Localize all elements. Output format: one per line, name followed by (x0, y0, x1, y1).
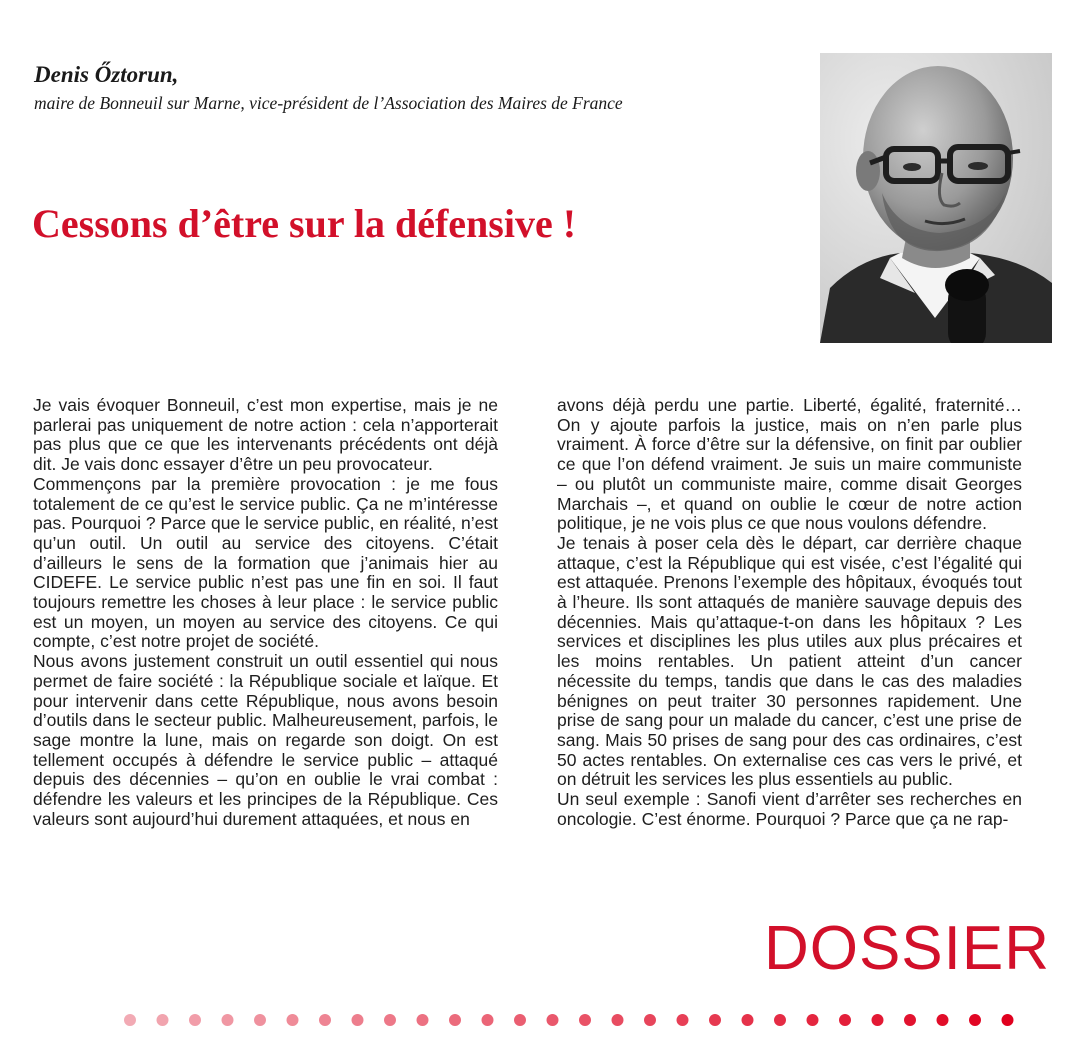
portrait-illustration (820, 53, 1052, 343)
body-paragraph: Je vais évoquer Bonneuil, c’est mon expertise, mais je ne parlerai pas uniquement de notre action : cela n’apporterait pas plus que ce que les intervenants précédents ont déjà dit. Je vais donc essayer d’être un peu provocateur. (33, 395, 498, 475)
decorative-dot (449, 1014, 461, 1026)
decorative-dot (254, 1014, 266, 1026)
author-portrait-photo (820, 53, 1052, 343)
decorative-dot (287, 1014, 299, 1026)
author-name: Denis Őztorun, (34, 62, 179, 87)
decorative-dot (807, 1014, 819, 1026)
decorative-dot (969, 1014, 981, 1026)
decorative-dot (222, 1014, 234, 1026)
decorative-dot (872, 1014, 884, 1026)
body-paragraph: Je tenais à poser cela dès le départ, car derrière chaque attaque, c’est la République qui est visée, c’est l’égalité qui est attaquée. Prenons l’exemple des hôpitaux, évoqués tout à l’heure. Ils sont attaqués de manière sauvage depuis des décennies. Mais qu’attaque-t-on dans les hôpitaux ? Les services et disciplines les plus utiles aux plus précaires et les moins rentables. Un patient atteint d’un cancer nécessite du temps, tandis que dans le cas des maladies bénignes on peut traiter 30 personnes rapidement. Une prise de sang pour un malade du cancer, c’est une prise de sang. Mais 50 prises de sang pour des cas ordinaires, c’est 50 actes rentables. On externalise ces cas vers le privé, et on détruit les services les plus essentiels au public. (557, 532, 1022, 790)
body-paragraph: Nous avons justement construit un outil essentiel qui nous permet de faire société : la République sociale et laïque. Et pour intervenir dans cette République, nous avons besoin d’outils dans le secteur public. Malheureusement, parfois, le sage montre la lune, mais on regarde son doigt. On est tellement occupés à défendre le service public – attaqué depuis des décennies – qu’on en oublie le vrai combat : défendre les valeurs et les principes de la République. Ces valeurs sont aujourd’hui durement attaquées, et nous en (33, 651, 498, 829)
decorative-dot (189, 1014, 201, 1026)
decorative-dot (319, 1014, 331, 1026)
decorative-dot (482, 1014, 494, 1026)
decorative-dot (709, 1014, 721, 1026)
decorative-dot (1002, 1014, 1014, 1026)
decorative-dot (677, 1014, 689, 1026)
decorative-dot-row (120, 1008, 1040, 1032)
decorative-dot (612, 1014, 624, 1026)
decorative-dot (579, 1014, 591, 1026)
decorative-dot (547, 1014, 559, 1026)
section-label: DOSSIER (763, 914, 1050, 983)
decorative-dot (124, 1014, 136, 1026)
decorative-dot (384, 1014, 396, 1026)
article-column-right (557, 396, 1022, 829)
decorative-dot (937, 1014, 949, 1026)
article-column-left (33, 396, 498, 829)
decorative-dot (904, 1014, 916, 1026)
decorative-dot (774, 1014, 786, 1026)
decorative-dot (352, 1014, 364, 1026)
decorative-dot (839, 1014, 851, 1026)
author-role: maire de Bonneuil sur Marne, vice-président de l’Association des Maires de France (34, 93, 623, 113)
decorative-dot (417, 1014, 429, 1026)
body-paragraph: Un seul exemple : Sanofi vient d’arrêter ses recherches en oncologie. C’est énorme. Pourquoi ? Parce que ça ne rap- (557, 789, 1022, 829)
body-paragraph: avons déjà perdu une partie. Liberté, égalité, fraternité… On y ajoute parfois la justice, mais on n’en parle plus vraiment. À force d’être sur la défensive, on finit par oublier ce que l’on défend vraiment. Je suis un maire communiste – ou plutôt un communiste maire, comme disait Georges Marchais –, et quand on oublie le cœur de notre action politique, je ne vois plus ce que nous voulons défendre. (557, 395, 1022, 534)
decorative-dot (742, 1014, 754, 1026)
decorative-dot (514, 1014, 526, 1026)
decorative-dot (157, 1014, 169, 1026)
body-paragraph: Commençons par la première provocation : je me fous totalement de ce qu’est le service public. Ça ne m’intéresse pas. Pourquoi ? Parce que le service public, en réalité, n’est qu’un outil. Un outil au service des citoyens. C’était d’ailleurs le sens de la formation que j’animais hier au CIDEFE. Le service public n’est pas une fin en soi. Il faut toujours remettre les choses à leur place : le service public est un moyen, un moyen au service des citoyens. Ce qui compte, c’est notre projet de société. (33, 473, 498, 652)
article-headline: Cessons d’être sur la défensive ! (32, 201, 577, 246)
decorative-dot (644, 1014, 656, 1026)
